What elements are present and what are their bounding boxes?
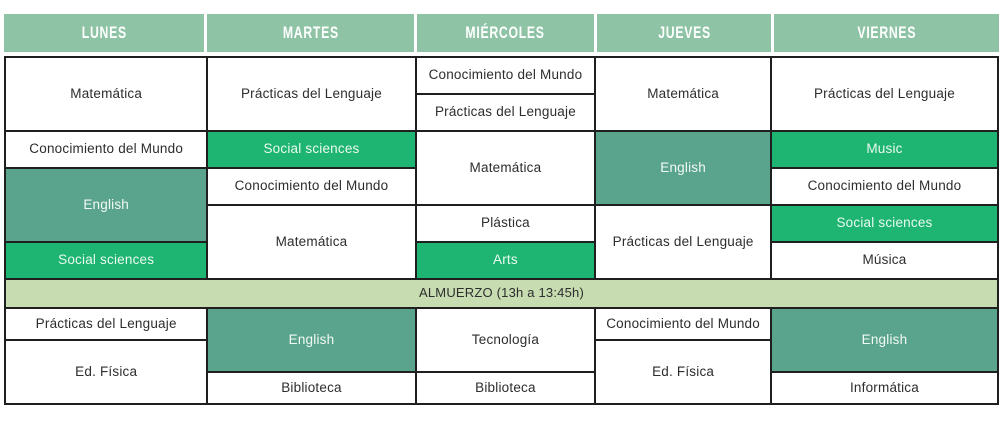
cell-miercoles-plastica: Plástica [417,206,595,241]
cell-martes-biblioteca: Biblioteca [208,373,414,403]
cell-viernes-practicas-del-lenguaje: Prácticas del Lenguaje [772,58,997,130]
header-day-martes [207,14,413,52]
cell-miercoles-matematica: Matemática [417,132,595,204]
cell-jueves-practicas-del-lenguaje: Prácticas del Lenguaje [596,206,770,278]
header-day-viernes [774,14,999,52]
timetable-header-row [4,14,999,52]
cell-jueves-matematica: Matemática [596,58,770,130]
header-day-jueves [597,14,771,52]
day-label: VIERNES [857,23,916,42]
cell-miercoles-arts: Arts [417,243,595,278]
cell-viernes-english: English [772,309,997,371]
cell-miercoles-biblioteca: Biblioteca [417,373,595,403]
cell-martes-conocimiento-del-mundo: Conocimiento del Mundo [208,169,414,204]
cell-lunes-conocimiento-del-mundo: Conocimiento del Mundo [6,132,206,167]
day-label: JUEVES [657,23,711,42]
cell-lunes-ed-fisica: Ed. Física [6,341,206,403]
weekly-timetable [4,14,999,405]
day-label: MIÉRCOLES [465,23,546,42]
cell-miercoles-tecnologia: Tecnología [417,309,595,371]
cell-lunes-matematica: Matemática [6,58,206,130]
cell-martes-matematica: Matemática [208,206,414,278]
cell-lunes-english: English [6,169,206,241]
cell-martes-practicas-del-lenguaje: Prácticas del Lenguaje [208,58,414,130]
cell-jueves-ed-fisica: Ed. Física [596,341,770,403]
cell-viernes-informatica: Informática [772,373,997,403]
cell-lunes-social-sciences: Social sciences [6,243,206,278]
cell-viernes-conocimiento-del-mundo: Conocimiento del Mundo [772,169,997,204]
cell-viernes-musica: Música [772,243,997,278]
lunch-row: ALMUERZO (13h a 13:45h) [6,280,997,307]
timetable-body [4,56,999,405]
day-label: LUNES [81,23,127,42]
cell-martes-english: English [208,309,414,371]
cell-viernes-social-sciences: Social sciences [772,206,997,241]
cell-jueves-english: English [596,132,770,204]
cell-miercoles-conocimiento-del-mundo: Conocimiento del Mundo [417,58,595,93]
day-label: MARTES [282,23,339,42]
cell-lunes-practicas-del-lenguaje: Prácticas del Lenguaje [6,309,206,339]
header-day-lunes [4,14,204,52]
cell-miercoles-practicas-del-lenguaje: Prácticas del Lenguaje [417,95,595,130]
cell-martes-social-sciences: Social sciences [208,132,414,167]
header-day-miercoles [417,14,595,52]
cell-viernes-music: Music [772,132,997,167]
cell-jueves-conocimiento-del-mundo: Conocimiento del Mundo [596,309,770,339]
